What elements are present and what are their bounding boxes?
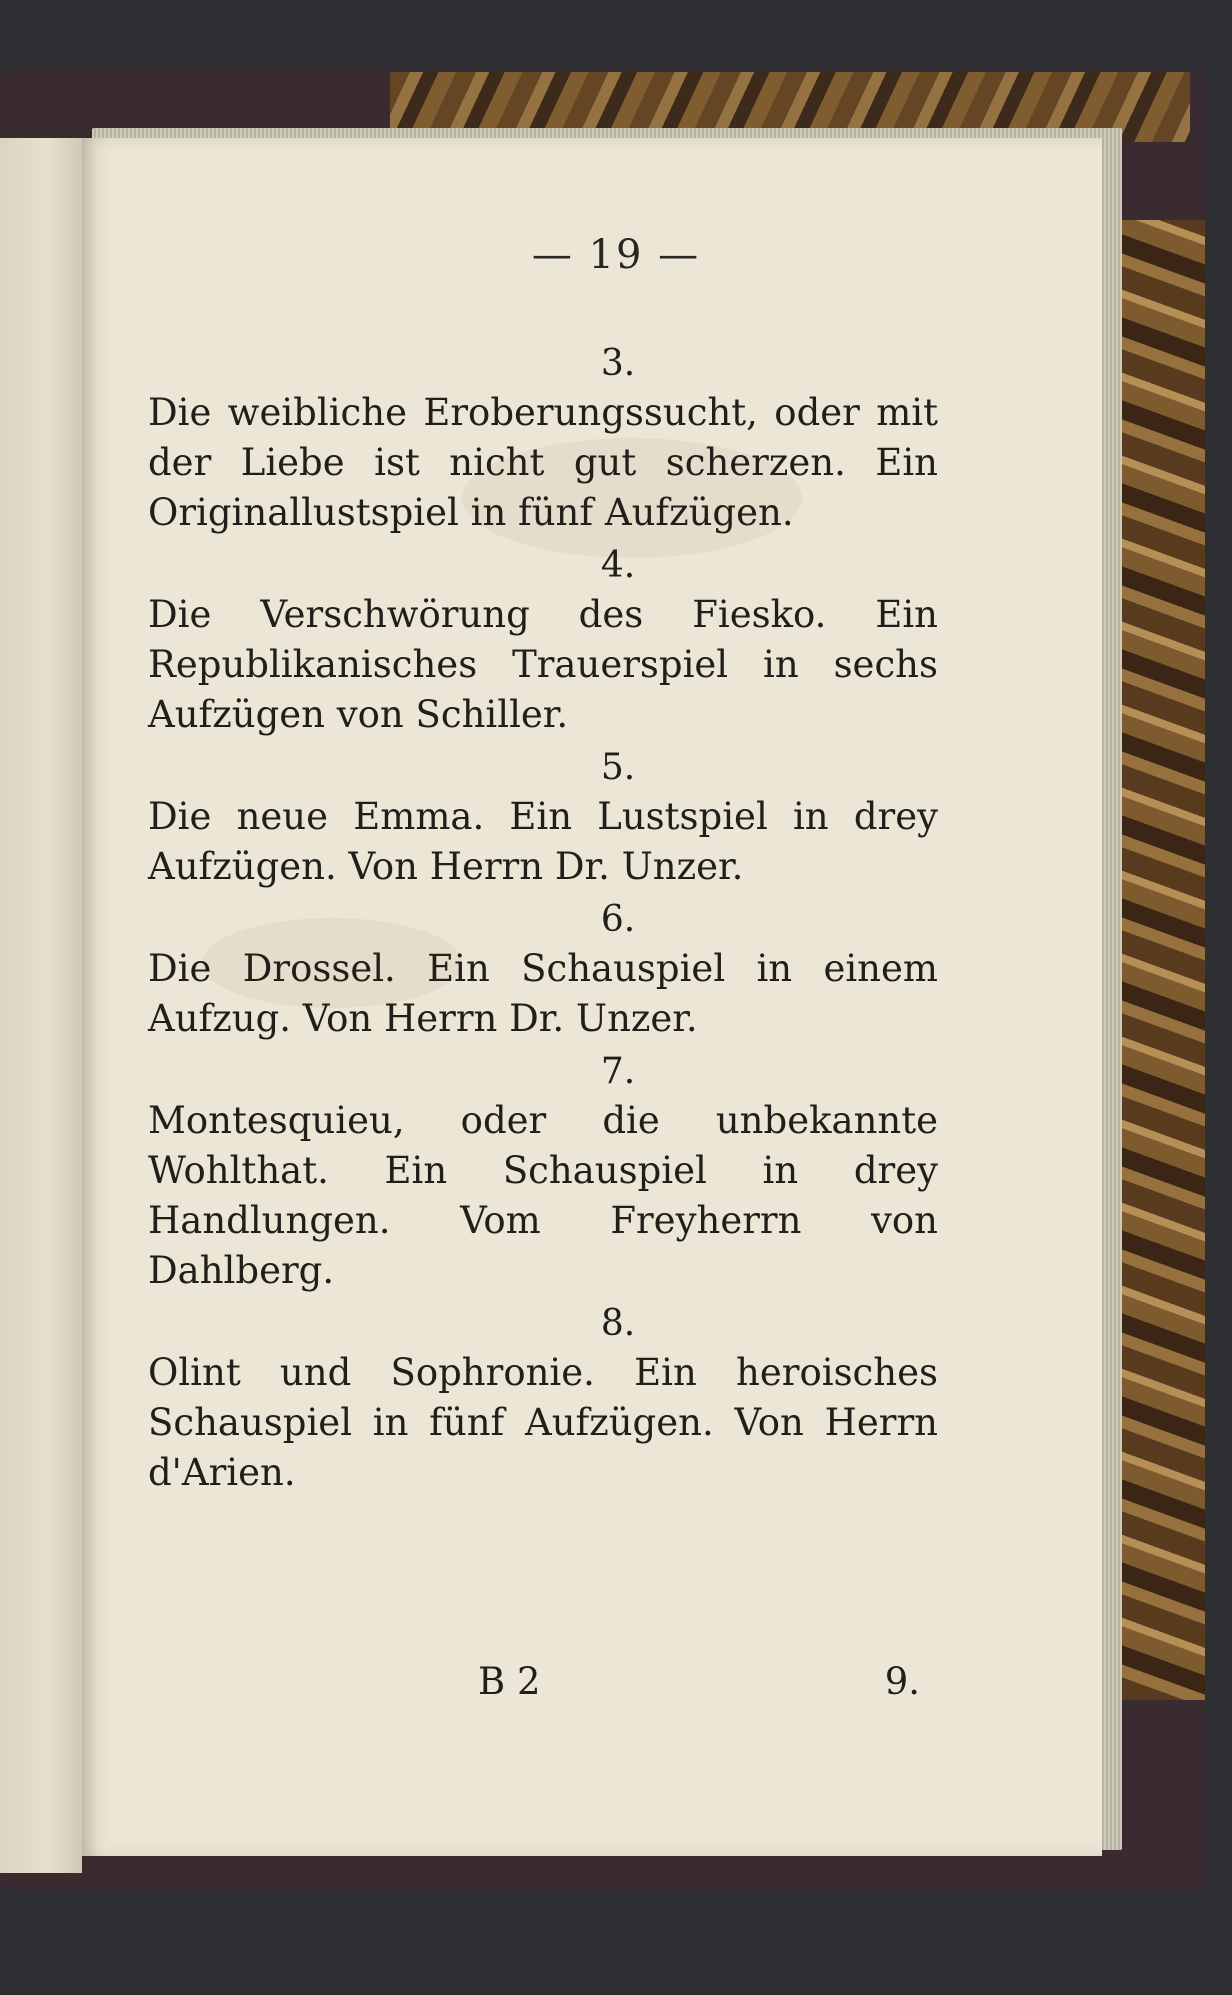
entry-number: 5.: [600, 747, 636, 788]
entry-number: 8.: [600, 1303, 636, 1344]
entry-text: Die Verschwörung des Fiesko. Ein Republikanisches Trauerspiel in sechs Aufzügen von Schiller.: [148, 593, 938, 736]
catchword: 9.: [884, 1660, 920, 1703]
entry-text: Die Drossel. Ein Schauspiel in einem Aufzug. Von Herrn Dr. Unzer.: [148, 947, 938, 1040]
entry-number: 6.: [600, 899, 636, 940]
entry-text: Die weibliche Eroberungssucht, oder mit der Liebe ist nicht gut scherzen. Ein Originallustspiel in fünf Aufzügen.: [148, 391, 938, 534]
entry-number: 4.: [600, 545, 636, 586]
entry-number: 3.: [600, 343, 636, 384]
page-header: — 19 —: [531, 232, 701, 278]
entry-number: 7.: [600, 1051, 636, 1092]
text-block: [148, 340, 938, 1502]
left-page-edge: [0, 138, 82, 1873]
entry-text: Montesquieu, oder die unbekannte Wohlthat. Ein Schauspiel in drey Handlungen. Vom Freyherrn von Dahlberg.: [148, 1099, 938, 1292]
cover-marbling-right: [1120, 220, 1205, 1700]
signature-mark: B 2: [478, 1660, 541, 1703]
page-footer: [148, 1660, 938, 1710]
entry-text: Die neue Emma. Ein Lustspiel in drey Aufzügen. Von Herrn Dr. Unzer.: [148, 795, 938, 888]
entry-text: Olint und Sophronie. Ein heroisches Schauspiel in fünf Aufzügen. Von Herrn d'Arien.: [148, 1351, 938, 1494]
